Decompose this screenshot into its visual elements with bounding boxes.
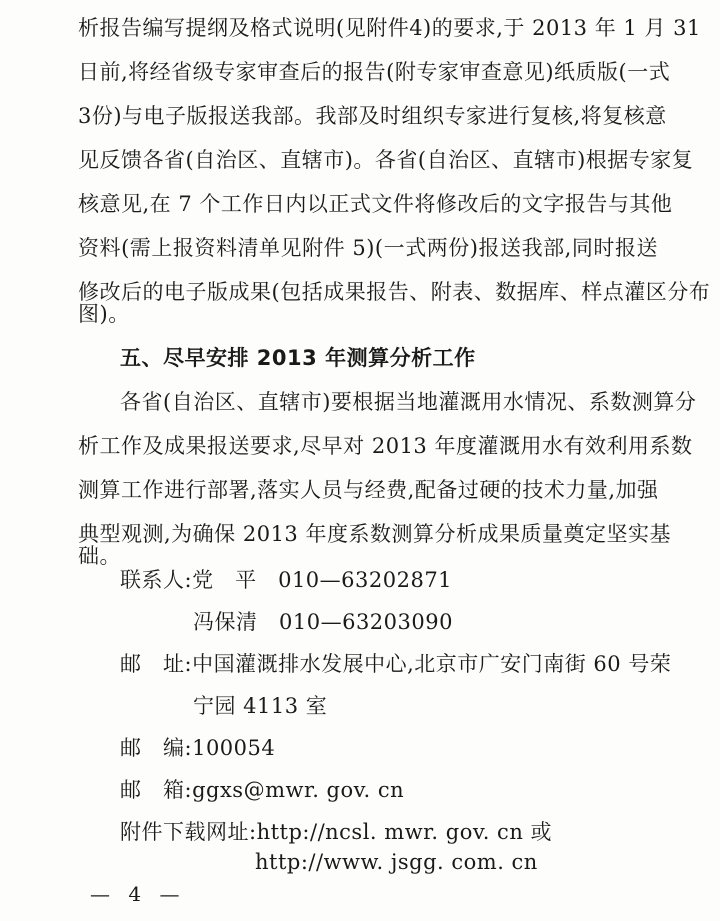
body-line: 3份)与电子版报送我部。我部及时组织专家进行复核,将复核意 [78,104,667,128]
address-row [120,650,672,678]
section-line: 测算工作进行部署,落实人员与经费,配备过硬的技术力量,加强 [78,478,659,502]
address-line-2: 宁园 4113 室 [193,694,328,718]
body-line: 析报告编写提纲及格式说明(见附件4)的要求,于 2013 年 1 月 31 [78,16,701,40]
body-line: 资料(需上报资料清单见附件 5)(一式两份)报送我部,同时报送 [78,236,658,260]
body-line: 见反馈各省(自治区、直辖市)。各省(自治区、直辖市)根据专家复 [78,148,694,172]
postcode-row [120,734,640,762]
body-line: 日前,将经省级专家审查后的报告(附专家审查意见)纸质版(一式 [78,60,671,84]
download-row-2 [255,848,658,876]
email-row [120,776,658,804]
email-label: 邮 箱: [120,778,193,802]
contact-row [120,566,640,594]
contact-person-1: 党 平 010—63202871 [192,568,453,592]
download-link-1[interactable]: http://ncsl. mwr. gov. cn 或 [256,820,553,844]
page-number: — 4 — [90,882,186,906]
address-label: 邮 址: [120,652,193,676]
download-row [120,818,658,846]
address-line-1: 中国灌溉排水发展中心,北京市广安门南街 60 号荣 [192,652,672,676]
section-line: 典型观测,为确保 2013 年度系数测算分析成果质量奠定坚实基 [78,522,671,546]
section-line: 础。 [78,544,121,568]
body-line: 修改后的电子版成果(包括成果报告、附表、数据库、样点灌区分布 [78,280,711,304]
body-line: 核意见,在 7 个工作日内以正式文件将修改后的文字报告与其他 [78,192,673,216]
section-line: 析工作及成果报送要求,尽早对 2013 年度灌溉用水有效利用系数 [78,434,693,458]
contact-label: 联系人: [120,568,193,592]
body-line: 图)。 [78,302,130,326]
postcode-value: 100054 [192,736,276,760]
section-heading: 五、尽早安排 2013 年测算分析工作 [120,346,476,370]
contact-person-2: 冯保清 010—63203090 [193,610,453,634]
download-link-2[interactable]: http://www. jsgg. com. cn [255,850,538,874]
postcode-label: 邮 编: [120,736,193,760]
section-line: 各省(自治区、直辖市)要根据当地灌溉用水情况、系数测算分 [120,390,697,414]
download-label: 附件下载网址: [120,820,257,844]
email-value[interactable]: ggxs@mwr. gov. cn [192,778,405,802]
